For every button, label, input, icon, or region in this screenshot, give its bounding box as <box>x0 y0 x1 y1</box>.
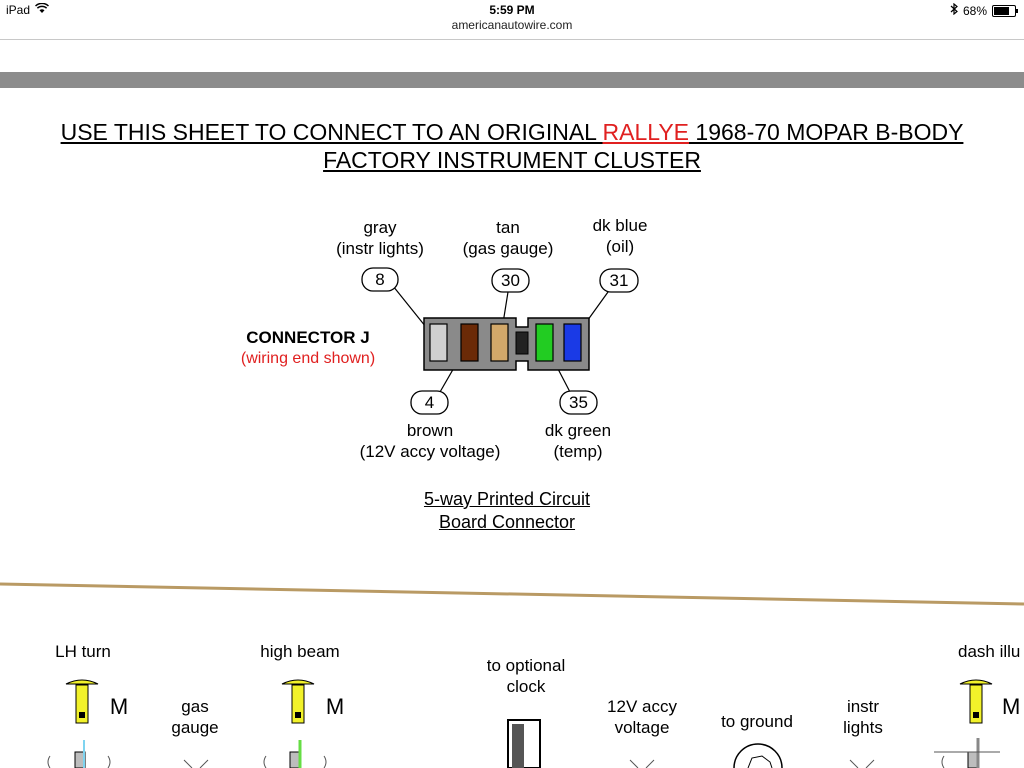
optional-clock-label <box>466 655 586 697</box>
device-name: iPad <box>6 3 31 17</box>
pin-30-color-name: tan <box>496 218 520 237</box>
title-line-2: FACTORY INSTRUMENT CLUSTER <box>323 147 701 173</box>
pin-31-terminal <box>564 324 581 361</box>
battery-percent: 68% <box>962 3 987 18</box>
dash-illum-m-label: M <box>1002 696 1021 717</box>
optional-clock-line-1: to optional <box>486 656 566 675</box>
pin-8-number: 8 <box>375 270 385 289</box>
connector-key <box>516 332 528 354</box>
pin-4-function: (12V accy voltage) <box>359 442 501 461</box>
title-part-1: USE THIS SHEET TO CONNECT TO AN ORIGINAL <box>60 119 603 145</box>
pin-8-label <box>320 217 440 259</box>
status-time: 5:59 PM <box>489 3 535 17</box>
pin-31-label <box>570 215 670 257</box>
pin-30-number: 30 <box>501 271 520 290</box>
instr-lights-terminal-icon <box>850 760 874 768</box>
accy-voltage-line-1: 12V accy <box>607 697 677 716</box>
section-divider <box>0 584 1024 604</box>
dash-illum-bulb-icon <box>934 680 1000 768</box>
pin-4-number: 4 <box>424 393 435 412</box>
gas-gauge-line-2: gauge <box>171 718 219 737</box>
caption-line-1: 5-way Printed Circuit <box>423 489 591 509</box>
ground-screw-icon <box>734 744 782 768</box>
pin-30-terminal <box>491 324 508 361</box>
title-highlight: RALLYE <box>602 119 690 145</box>
address-bar-url[interactable]: americanautowire.com <box>451 18 573 32</box>
pin-30-label <box>448 217 568 259</box>
gas-gauge-label <box>160 696 230 738</box>
optional-clock-connector-icon <box>508 720 540 768</box>
dash-illum-label: dash illu <box>958 642 1021 661</box>
connector-name: CONNECTOR J <box>246 328 370 347</box>
pin-4-label <box>340 420 520 462</box>
to-ground-label: to ground <box>721 712 793 731</box>
lh-turn-label: LH turn <box>55 642 111 661</box>
accy-voltage-label <box>592 696 692 738</box>
title-part-2: 1968-70 MOPAR B-BODY <box>689 119 964 145</box>
pin-4-terminal <box>461 324 478 361</box>
instr-lights-line-2: lights <box>843 718 883 737</box>
pin-31-function: (oil) <box>605 237 635 256</box>
lh-turn-m-label: M <box>109 694 129 719</box>
gas-gauge-line-1: gas <box>181 697 209 716</box>
pin-35-number: 35 <box>569 393 588 412</box>
gas-gauge-terminal-icon <box>184 760 208 768</box>
high-beam-bulb-icon <box>264 680 326 768</box>
pin-8-terminal <box>430 324 447 361</box>
pin-31-number: 31 <box>609 271 629 290</box>
pin-8-color-name: gray <box>363 218 397 237</box>
lh-turn-bulb-icon <box>48 680 110 768</box>
pin-4-color-name: brown <box>406 421 454 440</box>
pin-35-function: (temp) <box>553 442 603 461</box>
instr-lights-label <box>828 696 898 738</box>
high-beam-m-label: M <box>325 694 345 719</box>
accy-voltage-line-2: voltage <box>614 718 670 737</box>
caption-line-2: Board Connector <box>438 512 576 532</box>
pin-35-label <box>528 420 628 462</box>
pin-35-terminal <box>536 324 553 361</box>
pin-31-color-name: dk blue <box>592 216 648 235</box>
pin-35-color-name: dk green <box>544 421 612 440</box>
optional-clock-line-2: clock <box>506 677 546 696</box>
pin-30-function: (gas gauge) <box>462 239 554 258</box>
pin-8-function: (instr lights) <box>336 239 424 258</box>
connector-caption <box>380 488 634 534</box>
high-beam-label: high beam <box>260 642 340 661</box>
accy-voltage-terminal-icon <box>630 760 654 768</box>
instr-lights-line-1: instr <box>846 697 880 716</box>
connector-subtitle: (wiring end shown) <box>240 350 376 367</box>
